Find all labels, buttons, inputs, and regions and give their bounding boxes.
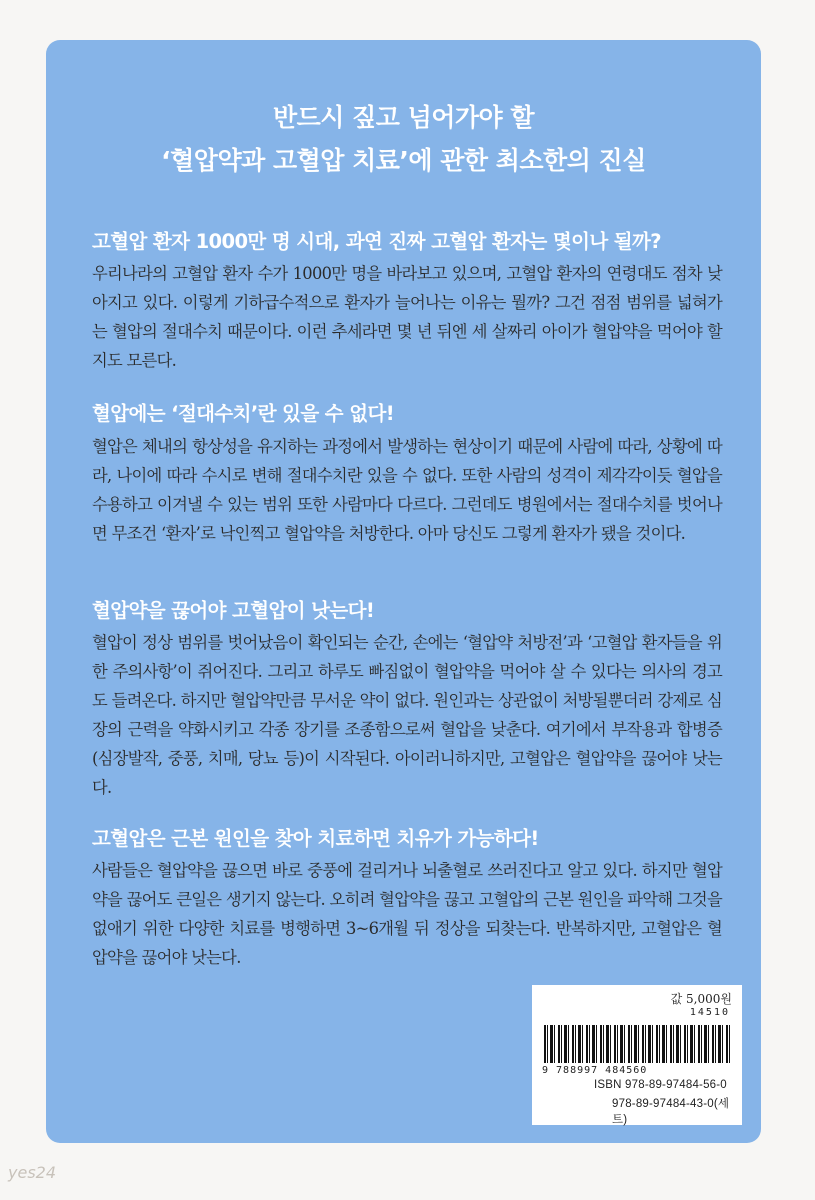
addon-code: 14510 <box>689 1007 730 1018</box>
isbn-line-1: ISBN 978-89-97484-56-0 <box>594 1079 727 1091</box>
barcode-bars <box>544 1025 730 1063</box>
isbn-line-2: 978-89-97484-43-0(세트) <box>612 1098 730 1126</box>
section-1-text: 우리나라의 고혈압 환자 수가 1000만 명을 바라보고 있으며, 고혈압 환자의 연령대도 점차 낮아지고 있다. 이렇게 기하급수적으로 환자가 늘어나는 이유는 뭘까? 그건 점점 범위를 넓혀가는 혈압의 절대수치 때문이다. 이런 추세라면 몇 년 뒤엔 세 살짜리 아이가 혈압약을 먹어야 할지도 모른다. <box>92 264 722 370</box>
section-1-title: 고혈압 환자 1000만 명 시대, 과연 진짜 고혈압 환자는 몇이나 될까? <box>92 230 661 253</box>
section-4-text: 사람들은 혈압약을 끊으면 바로 중풍에 걸리거나 뇌출혈로 쓰러진다고 알고 있다. 하지만 혈압약을 끊어도 큰일은 생기지 않는다. 오히려 혈압약을 끊고 고혈압의 근본 원인을 파악해 그것을 없애기 위한 다양한 치료를 병행하면 3~6개월 뒤 정상을 되찾는다. 반복하지만, 고혈압은 혈압약을 끊어야 낫는다. <box>92 861 722 967</box>
price-text: 값 5,000원 <box>670 992 732 1006</box>
section-1-body <box>92 259 722 375</box>
section-3-body <box>92 628 722 802</box>
section-4-body <box>92 856 722 972</box>
yes24-watermark: yes24 <box>8 1163 57 1182</box>
section-2-title: 혈압에는 ‘절대수치’란 있을 수 없다! <box>92 402 394 425</box>
barcode-label <box>532 985 742 1125</box>
headline-line-2: ‘혈압약과 고혈압 치료’에 관한 최소한의 진실 <box>161 146 646 175</box>
section-3-text: 혈압이 정상 범위를 벗어났음이 확인되는 순간, 손에는 ‘혈압약 처방전’과 ‘고혈압 환자들을 위한 주의사항’이 쥐어진다. 그리고 하루도 빠짐없이 혈압약을 먹어야 살 수 있다는 의사의 경고도 들려온다. 하지만 혈압약만큼 무서운 약이 없다. 원인과는 상관없이 처방될뿐더러 강제로 심장의 근력을 약화시키고 각종 장기를 조종함으로써 혈압을 낮춘다. 여기에서 부작용과 합병증(심장발작, 중풍, 치매, 당뇨 등)이 시작된다. 아이러니하지만, 고혈압은 혈압약을 끊어야 낫는다. <box>92 633 722 797</box>
section-2-text: 혈압은 체내의 항상성을 유지하는 과정에서 발생하는 현상이기 때문에 사람에 따라, 상황에 따라, 나이에 따라 수시로 변해 절대수치란 있을 수 없다. 또한 사람의 성격이 제각각이듯 혈압을 수용하고 이겨낼 수 있는 범위 또한 사람마다 다르다. 그런데도 병원에서는 절대수치를 벗어나면 무조건 ‘환자’로 낙인찍고 혈압약을 처방한다. 아마 당신도 그렇게 환자가 됐을 것이다. <box>92 437 722 543</box>
section-2-body <box>92 432 722 548</box>
barcode-digits: 9 788997 484560 <box>542 1065 648 1076</box>
headline-line-1: 반드시 짚고 넘어가야 할 <box>272 103 535 132</box>
section-3-title: 혈압약을 끊어야 고혈압이 낫는다! <box>92 599 375 622</box>
back-cover-panel <box>46 40 761 1143</box>
section-4-title: 고혈압은 근본 원인을 찾아 치료하면 치유가 가능하다! <box>92 827 539 850</box>
